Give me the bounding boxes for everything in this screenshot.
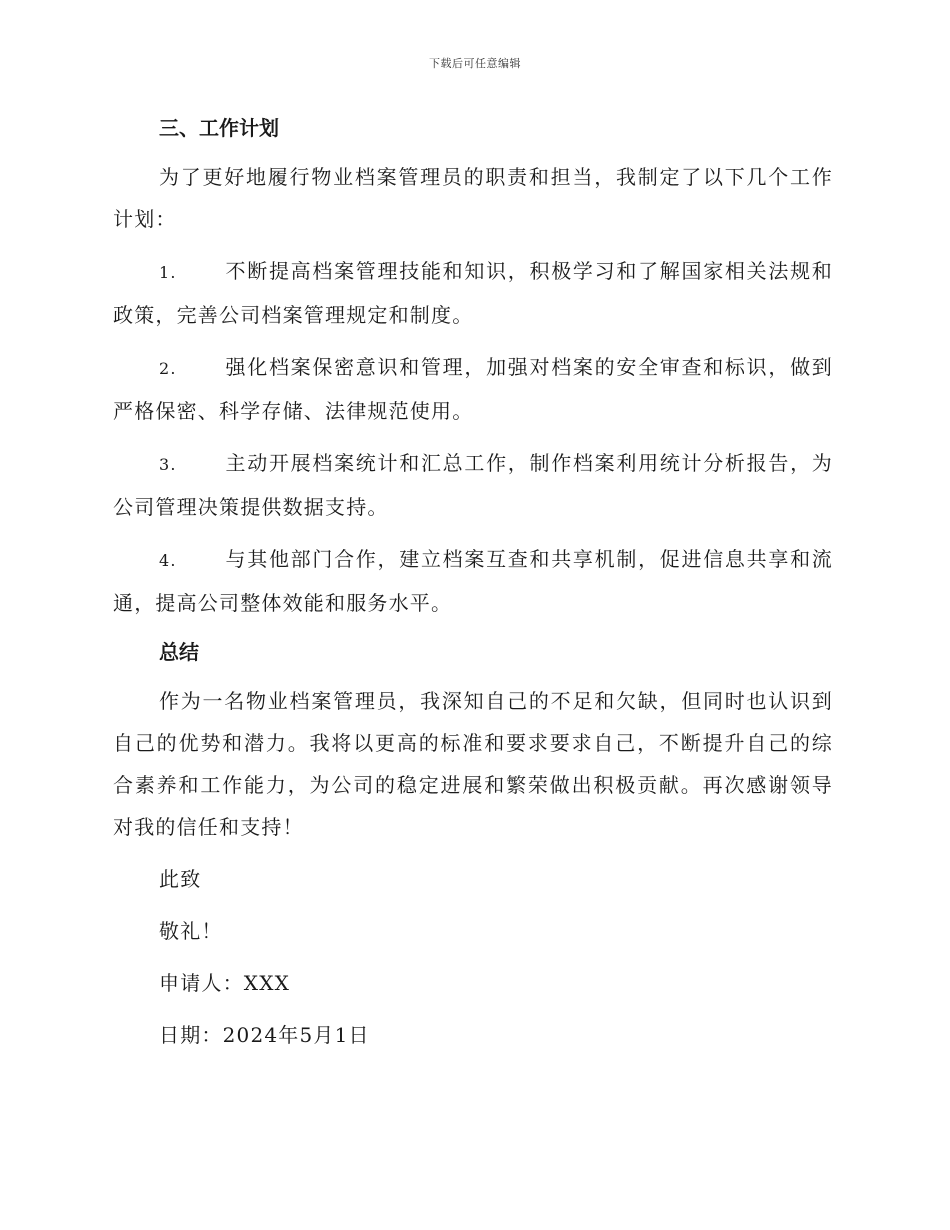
- closing-salutation: 此致: [159, 867, 202, 891]
- page-header: 下载后可任意编辑: [429, 57, 521, 70]
- date-line: 日期：2024年5月1日: [159, 1023, 370, 1047]
- plan-item-3: [113, 442, 833, 528]
- plan-item-text: 强化档案保密意识和管理，加强对档案的安全审查和标识，做到严格保密、科学存储、法律规范使用。: [113, 355, 833, 423]
- document-body: [113, 108, 833, 1056]
- plan-item-text: 主动开展档案统计和汇总工作，制作档案利用统计分析报告，为公司管理决策提供数据支持。: [113, 451, 833, 519]
- section-title-summary: 总结: [159, 640, 199, 664]
- plan-item-number: 1.: [159, 263, 177, 282]
- plan-item-1: [113, 250, 833, 336]
- plan-item-text: 与其他部门合作，建立档案互查和共享机制，促进信息共享和流通，提高公司整体效能和服务水平。: [113, 547, 833, 615]
- plan-item-2: [113, 346, 833, 432]
- plan-item-number: 2.: [159, 359, 177, 378]
- summary-paragraph: 作为一名物业档案管理员，我深知自己的不足和欠缺，但同时也认识到自己的优势和潜力。我将以更高的标准和要求要求自己，不断提升自己的综合素养和工作能力，为公司的稳定进展和繁荣做出积极贡献。再次感谢领导对我的信任和支持！: [113, 689, 833, 839]
- work-plan-intro: 为了更好地履行物业档案管理员的职责和担当，我制定了以下几个工作计划：: [113, 165, 833, 231]
- section-title-work-plan: 三、工作计划: [159, 116, 279, 140]
- plan-item-text: 不断提高档案管理技能和知识，积极学习和了解国家相关法规和政策，完善公司档案管理规定和制度。: [113, 259, 833, 327]
- applicant-line: 申请人：XXX: [159, 971, 291, 995]
- plan-item-4: [113, 538, 833, 624]
- plan-item-number: 4.: [159, 551, 177, 570]
- closing-regards: 敬礼！: [159, 919, 223, 943]
- plan-item-number: 3.: [159, 455, 177, 474]
